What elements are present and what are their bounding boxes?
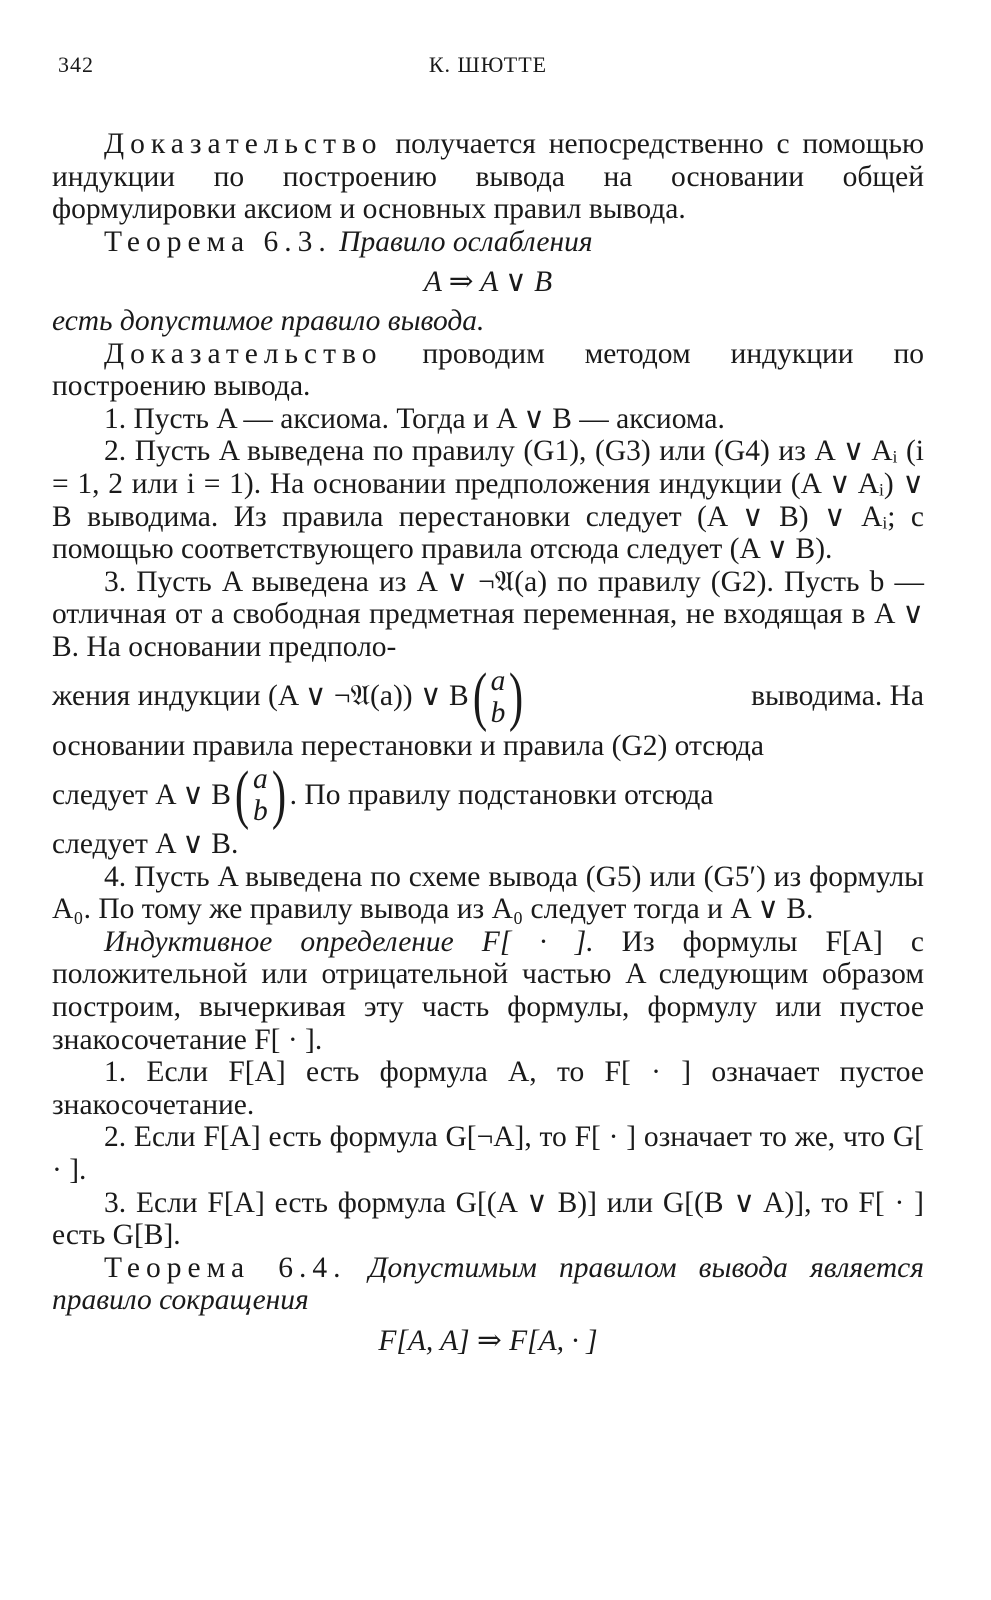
case-3-line-binom-1 (52, 659, 924, 733)
left-paren-2: ( (234, 758, 250, 832)
definition-3: 3. Если F[A] есть формула G[(A ∨ B)] или G[(B ∨ A)], то F[ · ] есть G[B]. (52, 1186, 924, 1252)
page-number: 342 (58, 52, 94, 77)
definition-1: 1. Если F[A] есть формула A, то F[ · ] означает пустое знакосочетание. (52, 1056, 924, 1121)
proof-text: получается непосредственно с помощью индукции по построению вывода на основании общей формулировки аксиом и основных правил вывода. (52, 128, 924, 226)
case-3: 3. Пусть A выведена из A ∨ ¬𝔄(a) по правилу (G2). Пусть b — отличная от a свободная предметная переменная, не входящая в A ∨ B. На основании предполо- (52, 565, 924, 663)
theorem-6-3 (52, 226, 924, 259)
case-1: 1. Пусть A — аксиома. Тогда и A ∨ B — аксиома. (104, 402, 725, 435)
page-header (52, 52, 924, 82)
definition-2: 2. Если F[A] есть формула G[¬A], то F[ · ] означает то же, что G[ · ]. (52, 1121, 924, 1187)
running-head: К. ШЮТТЕ (428, 52, 548, 77)
theorem-title: Правило ослабления (339, 225, 593, 258)
binom-top: a (490, 664, 506, 697)
theorem-6-4 (52, 1252, 924, 1317)
proof-label: Доказательство (104, 128, 383, 160)
inductive-definition-label: Индуктивное определение F[ · ]. (104, 925, 594, 958)
binom-bottom-2: b (252, 795, 268, 828)
case-3-text-b-post: выводима. На (751, 680, 924, 713)
substitution-binomial (469, 659, 528, 733)
theorem-6-3-tail (52, 305, 924, 338)
case-2: 2. Пусть A выведена по правилу (G1), (G3) или (G4) из A ∨ Aᵢ (i = 1, 2 или i = 1). На основании предположения индукции (A ∨ Aᵢ) ∨ B выводима. Из правила перестановки следует (A ∨ B) ∨ Aᵢ; с помощью соответствующего правила отсюда следует (A ∨ B). (52, 435, 924, 566)
theorem-6-4-title: Допустимым правилом вывода является правило сокращения (52, 1251, 924, 1317)
case-3-text-d-post: . По правилу подстановки отсюда (289, 778, 714, 811)
inductive-definition-text: Из формулы F[A] с положительной или отрицательной частью A следующим образом построим, вычеркивая эту часть формулы, формулу или пустое знакосочетание F[ · ]. (52, 925, 924, 1056)
right-paren: ) (509, 659, 524, 733)
contraction-formula: F[A, A] ⇒ F[A, · ] (378, 1325, 598, 1357)
case-3-text-b: жения индукции (A ∨ ¬𝔄(a)) ∨ B (52, 680, 469, 713)
proof-label-2: Доказательство (104, 337, 383, 370)
right-paren-2: ) (271, 758, 286, 832)
theorem-6-4-label: Теорема 6.4. (104, 1251, 347, 1284)
theorem-tail-text: есть допустимое правило вывода. (52, 304, 485, 337)
binom-bottom: b (490, 696, 506, 729)
proof-paragraph-2 (52, 338, 924, 403)
proof-text-2: проводим методом индукции по построению вывода. (52, 337, 924, 403)
case-3-line-binom-2 (52, 758, 924, 832)
theorem-label: Теорема 6.3. (104, 225, 332, 258)
case-3-text-d: следует A ∨ B (52, 778, 231, 811)
page-body (52, 128, 924, 1364)
case-3-line-e: следует A ∨ B. (52, 828, 239, 861)
left-paren: ( (472, 659, 487, 733)
binom-top-2: a (252, 763, 268, 796)
substitution-binomial-2 (231, 758, 290, 832)
proof-paragraph-1 (52, 128, 924, 226)
case-3-line-c: основании правила перестановки и правила (G2) отсюда (52, 729, 765, 762)
inductive-definition (52, 926, 924, 1056)
weakening-formula: A ⇒ A ∨ B (423, 266, 553, 299)
case-4: 4. Пусть A выведена по схеме вывода (G5) или (G5′) из формулы A₀. По тому же правилу вывода из A₀ следует тогда и A ∨ B. (52, 860, 924, 926)
